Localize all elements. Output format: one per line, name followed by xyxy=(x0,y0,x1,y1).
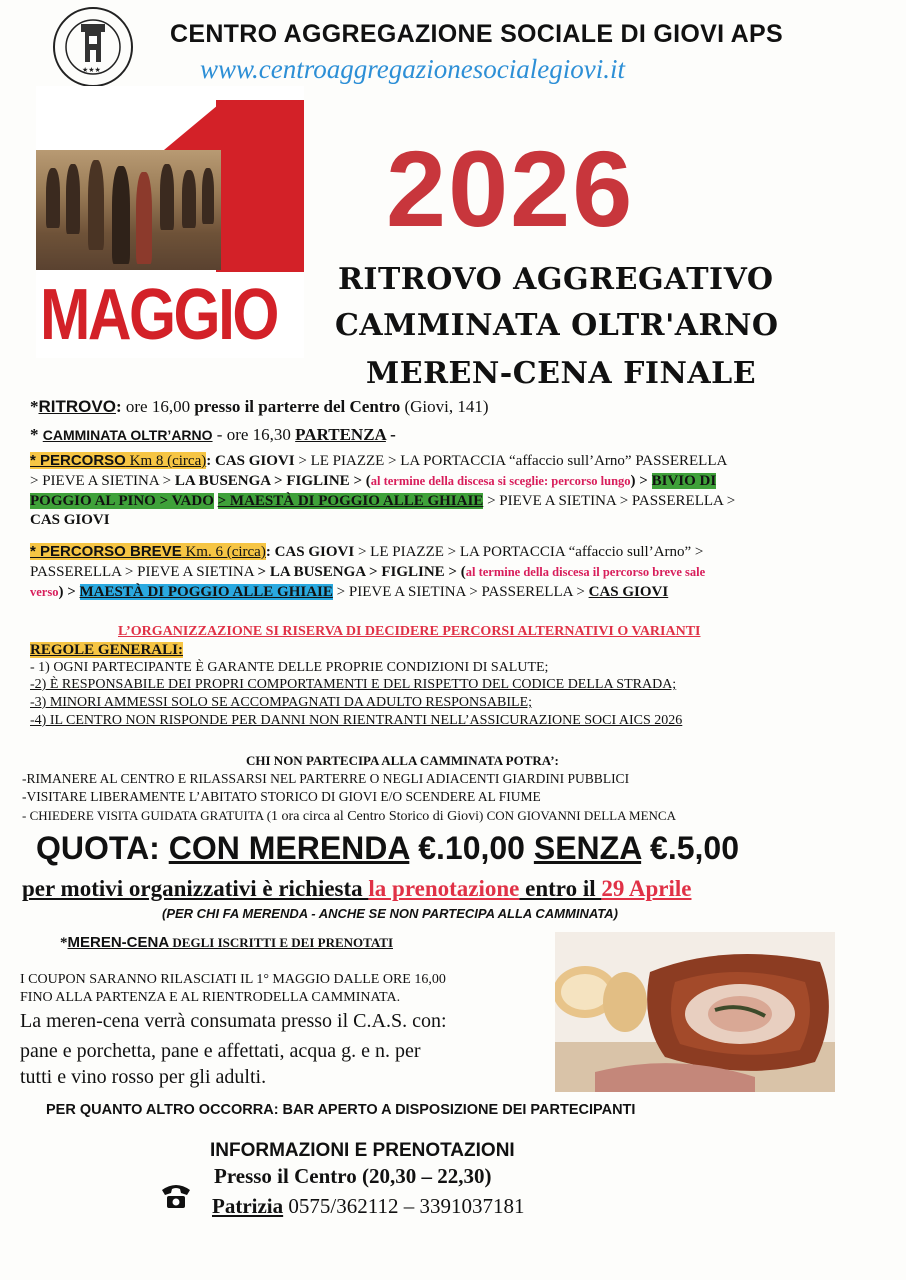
headline-camminata: CAMMINATA OLTR'ARNO xyxy=(335,308,779,343)
contact-phones: 0575/362112 – 3391037181 xyxy=(283,1194,525,1218)
info-place: Presso il Centro (20,30 – 22,30) xyxy=(214,1164,492,1188)
prenotazione-note: (PER CHI FA MERENDA - ANCHE SE NON PARTECIPA ALLA CAMMINATA) xyxy=(162,906,618,921)
ritrovo-line: *RITROVO: ore 16,00 presso il parterre del Centro (Giovi, 141) xyxy=(30,397,489,416)
coupon-line-1: I COUPON SARANNO RILASCIATI IL 1° MAGGIO DALLE ORE 16,00 xyxy=(20,972,446,987)
organizzazione-note: L’ORGANIZZAZIONE SI RISERVA DI DECIDERE PERCORSI ALTERNATIVI O VARIANTI xyxy=(118,624,701,639)
camminata-line: * CAMMINATA OLTR’ARNO - ore 16,30 PARTENZA - xyxy=(30,425,396,444)
porchetta-photo xyxy=(555,932,835,1092)
percorso-breve-line-2: PASSERELLA > PIEVE A SIETINA > LA BUSENGA > FIGLINE > (al termine della discesa il percorso breve sale xyxy=(30,564,706,580)
merencena-desc-2: pane e porchetta, pane e affettati, acqua g. e n. per xyxy=(20,1040,421,1062)
percorso-breve-label: * PERCORSO BREVE Km. 6 (circa) xyxy=(30,543,266,560)
percorso-lungo-line-1: * PERCORSO Km 8 (circa): CAS GIOVI > LE PIAZZE > LA PORTACCIA “affaccio sull’Arno” PASSERELLA xyxy=(30,452,728,469)
ritrovo-label: RITROVO xyxy=(38,397,116,416)
contact-name: Patrizia xyxy=(212,1194,284,1218)
poster-maggio-word: MAGGIO xyxy=(40,275,277,355)
telephone-icon xyxy=(160,1180,192,1212)
non-partecipa-title: CHI NON PARTECIPA ALLA CAMMINATA POTRA’: xyxy=(246,753,559,768)
non-partecipa-item-3: - CHIEDERE VISITA GUIDATA GRATUITA (1 ora circa al Centro Storico di Giovi) CON GIOVANNI DELLA MENCA xyxy=(22,808,676,824)
poster-number-one-serif xyxy=(164,100,224,150)
organization-name: CENTRO AGGREGAZIONE SOCIALE DI GIOVI APS xyxy=(170,20,783,48)
headline-merencena: MEREN-CENA FINALE xyxy=(366,356,757,391)
regola-1: - 1) OGNI PARTECIPANTE È GARANTE DELLE PROPRIE CONDIZIONI DI SALUTE; xyxy=(30,660,549,675)
poster-crowd-painting xyxy=(36,150,221,270)
prenotazione-line: per motivi organizzativi è richiesta la prenotazione entro il 29 Aprile xyxy=(22,876,692,901)
event-year: 2026 xyxy=(386,128,635,249)
bar-note: PER QUANTO ALTRO OCCORRA: BAR APERTO A DISPOSIZIONE DEI PARTECIPANTI xyxy=(46,1102,636,1118)
quota-line: QUOTA: CON MERENDA €.10,00 SENZA €.5,00 xyxy=(36,830,739,866)
regola-4: -4) IL CENTRO NON RISPONDE PER DANNI NON RIENTRANTI NELL’ASSICURAZIONE SOCI AICS 2026 xyxy=(30,713,683,728)
regola-3: -3) MINORI AMMESSI SOLO SE ACCOMPAGNATI DA ADULTO RESPONSABILE; xyxy=(30,695,533,710)
merencena-desc-1: La meren-cena verrà consumata presso il C.A.S. con: xyxy=(20,1010,447,1032)
organization-logo xyxy=(52,6,134,88)
percorso-lungo-line-2: > PIEVE A SIETINA > LA BUSENGA > FIGLINE > (al termine della discesa si sceglie: percorso lungo) > BIVIO DI xyxy=(30,473,717,489)
percorso-breve-line-1: * PERCORSO BREVE Km. 6 (circa): CAS GIOVI > LE PIAZZE > LA PORTACCIA “affaccio sull’Arno” > xyxy=(30,543,704,560)
percorso-breve-line-3: verso) > MAESTÀ DI POGGIO ALLE GHIAIE > PIEVE A SIETINA > PASSERELLA > CAS GIOVI xyxy=(30,584,669,600)
non-partecipa-item-2: -VISITARE LIBERAMENTE L’ABITATO STORICO DI GIOVI E/O SCENDERE AL FIUME xyxy=(22,789,541,804)
non-partecipa-item-1: -RIMANERE AL CENTRO E RILASSARSI NEL PARTERRE O NEGLI ADIACENTI GIARDINI PUBBLICI xyxy=(22,771,630,786)
camminata-label: CAMMINATA OLTR’ARNO xyxy=(42,427,213,443)
coupon-line-2: FINO ALLA PARTENZA E AL RIENTRODELLA CAMMINATA. xyxy=(20,990,401,1005)
info-contact xyxy=(212,1194,524,1219)
headline-ritrovo: RITROVO AGGREGATIVO xyxy=(338,262,774,297)
poster-number-one xyxy=(216,100,304,272)
primo-maggio-poster xyxy=(36,86,304,358)
merencena-desc-3: tutti e vino rosso per gli adulti. xyxy=(20,1066,267,1088)
percorso-lungo-line-4: CAS GIOVI xyxy=(30,512,110,528)
regola-2: -2) È RESPONSABILE DEI PROPRI COMPORTAMENTI E DEL RISPETTO DEL CODICE DELLA STRADA; xyxy=(30,677,677,692)
website-link[interactable]: www.centroaggregazionesocialegiovi.it xyxy=(200,54,625,84)
svg-text:★★★: ★★★ xyxy=(82,66,101,74)
regole-title: REGOLE GENERALI: xyxy=(30,642,183,658)
info-title: INFORMAZIONI E PRENOTAZIONI xyxy=(210,1140,515,1161)
percorso-lungo-label: * PERCORSO Km 8 (circa) xyxy=(30,452,207,469)
merencena-title: *MEREN-CENA DEGLI ISCRITTI E DEI PRENOTATI xyxy=(60,934,393,951)
percorso-lungo-line-3: POGGIO AL PINO > VADO > MAESTÀ DI POGGIO ALLE GHIAIE > PIEVE A SIETINA > PASSERELLA > xyxy=(30,493,736,509)
